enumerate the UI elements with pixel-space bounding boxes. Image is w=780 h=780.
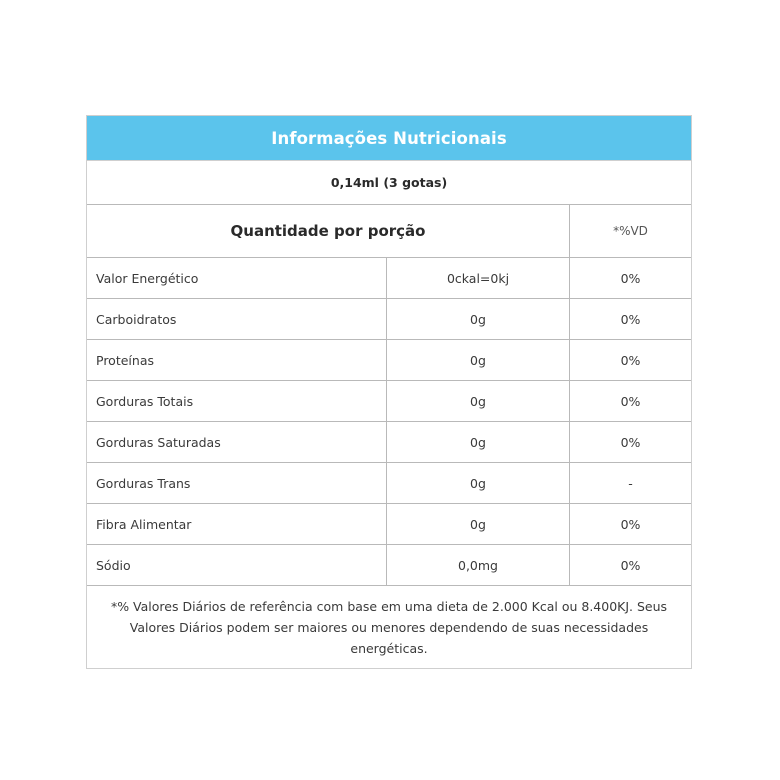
nutrient-daily-value: 0% — [620, 393, 641, 409]
table-row — [87, 421, 691, 462]
nutrient-amount: 0g — [387, 504, 570, 544]
serving-size: 0,14ml (3 gotas) — [87, 160, 691, 204]
nutrient-daily-value: 0% — [620, 352, 641, 368]
nutrient-daily-value: 0% — [620, 270, 641, 286]
table-row — [87, 503, 691, 544]
nutrient-amount: 0,0mg — [387, 545, 570, 585]
nutrient-daily-value: - — [628, 475, 633, 491]
nutrient-name: Gorduras Totais — [87, 381, 387, 421]
nutrient-daily-value: 0% — [620, 434, 641, 450]
daily-value-header: *%VD — [613, 224, 648, 238]
nutrition-facts-table — [86, 115, 692, 669]
table-row — [87, 462, 691, 503]
nutrient-name: Gorduras Trans — [87, 463, 387, 503]
nutrient-name: Fibra Alimentar — [87, 504, 387, 544]
nutrient-amount: 0g — [387, 463, 570, 503]
table-row — [87, 380, 691, 421]
table-row — [87, 544, 691, 585]
nutrient-amount: 0ckal=0kj — [387, 258, 570, 298]
quantity-per-serving-header: Quantidade por porção — [87, 205, 570, 257]
nutrient-name: Carboidratos — [87, 299, 387, 339]
nutrient-daily-value: 0% — [620, 311, 641, 327]
table-title: Informações Nutricionais — [87, 116, 691, 160]
nutrient-name: Gorduras Saturadas — [87, 422, 387, 462]
table-row — [87, 339, 691, 380]
nutrient-daily-value: 0% — [620, 516, 641, 532]
nutrient-name: Sódio — [87, 545, 387, 585]
nutrient-amount: 0g — [387, 299, 570, 339]
table-row — [87, 298, 691, 339]
daily-value-footnote: *% Valores Diários de referência com base em uma dieta de 2.000 Kcal ou 8.400KJ. Seus Valores Diários podem ser maiores ou menores dependendo de suas necessidades energéticas. — [87, 585, 691, 668]
nutrient-name: Proteínas — [87, 340, 387, 380]
nutrient-amount: 0g — [387, 340, 570, 380]
nutrient-amount: 0g — [387, 381, 570, 421]
table-row — [87, 257, 691, 298]
nutrient-daily-value: 0% — [620, 557, 641, 573]
column-header-row — [87, 204, 691, 257]
nutrient-name: Valor Energético — [87, 258, 387, 298]
nutrient-amount: 0g — [387, 422, 570, 462]
